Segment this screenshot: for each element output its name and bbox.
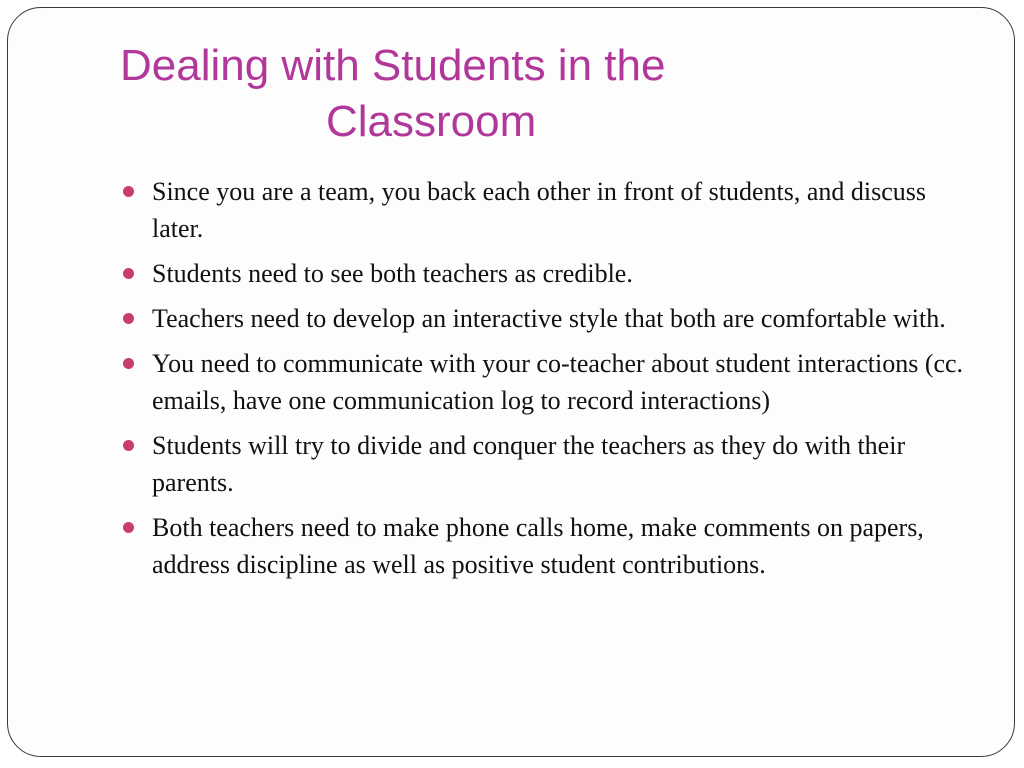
bullet-dot-icon xyxy=(123,522,134,533)
bullet-text: Students need to see both teachers as credible. xyxy=(152,259,633,288)
bullet-text: Both teachers need to make phone calls home, make comments on papers, address discipline as well as positive student contributions. xyxy=(152,513,924,579)
bullet-item xyxy=(122,255,972,292)
bullet-item xyxy=(122,509,972,583)
bullet-item xyxy=(122,300,972,337)
bullet-text: Teachers need to develop an interactive style that both are comfortable with. xyxy=(152,304,946,333)
bullet-dot-icon xyxy=(123,358,134,369)
bullet-list xyxy=(122,173,972,591)
bullet-item xyxy=(122,173,972,247)
bullet-item xyxy=(122,345,972,419)
slide-title-line-1: Dealing with Students in the xyxy=(120,41,666,90)
bullet-text: You need to communicate with your co-teacher about student interactions (cc. emails, have one communication log to record interactions) xyxy=(152,349,964,415)
bullet-dot-icon xyxy=(123,313,134,324)
bullet-text: Since you are a team, you back each other in front of students, and discuss later. xyxy=(152,177,926,243)
bullet-dot-icon xyxy=(123,186,134,197)
slide-frame xyxy=(7,7,1015,757)
slide-title xyxy=(120,38,730,150)
bullet-dot-icon xyxy=(123,268,134,279)
bullet-item xyxy=(122,427,972,501)
slide-title-line-2: Classroom xyxy=(326,97,537,146)
bullet-text: Students will try to divide and conquer the teachers as they do with their parents. xyxy=(152,431,906,497)
bullet-dot-icon xyxy=(123,440,134,451)
